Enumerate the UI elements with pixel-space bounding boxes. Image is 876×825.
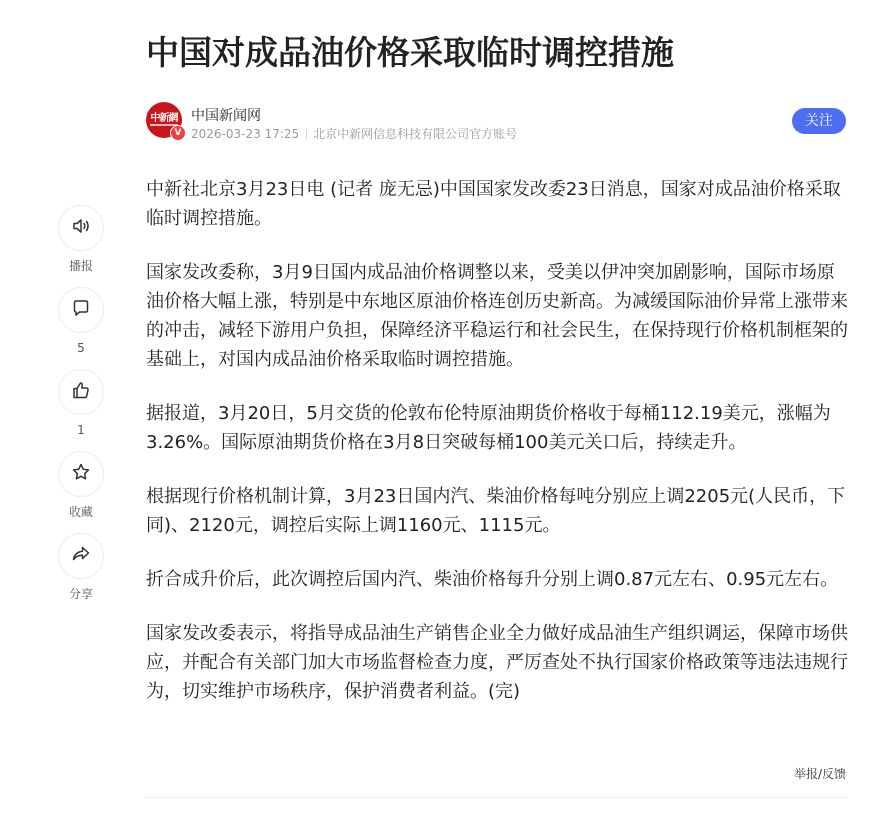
publish-time: 2026-03-23 17:25 [191,127,300,141]
play-label: 播报 [68,259,93,273]
share-label: 分享 [68,587,93,601]
favorite-label: 收藏 [68,505,93,519]
share-action[interactable] [58,533,104,601]
article-paragraph: 根据现行价格机制计算，3月23日国内汽、柴油价格每吨分别应上调2205元(人民币，下同)、2120元，调控后实际上调1160元、1115元。 [146,486,846,536]
author-bar [146,102,846,142]
comment-count: 5 [77,341,85,355]
play-button[interactable] [58,205,104,251]
author-meta [191,125,517,142]
author-name[interactable]: 中国新闻网 [191,108,261,124]
article-paragraph: 中新社北京3月23日电 (记者 庞无忌)中国国家发改委23日消息，国家对成品油价格采取临时调控措施。 [146,179,841,229]
favorite-button[interactable] [58,451,104,497]
thumbs-up-icon [71,380,91,404]
article-paragraph: 国家发改委称，3月9日国内成品油价格调整以来，受美以伊冲突加剧影响，国际市场原油价格大幅上涨，特别是中东地区原油价格连创历史新高。为减缓国际油价异常上涨带来的冲击，减轻下游用户负担，保障经济平稳运行和社会民生，在保持现行价格机制框架的基础上，对国内成品油价格采取临时调控措施。 [146,262,848,370]
like-button[interactable] [58,369,104,415]
article-body [146,175,848,731]
meta-divider [306,129,307,139]
speaker-icon [71,216,91,240]
article-paragraph: 据报道，3月20日，5月交货的伦敦布伦特原油期货价格收于每桶112.19美元，涨幅为3.26%。国际原油期货价格在3月8日突破每桶100美元关口后，持续走升。 [146,403,831,453]
star-icon [71,462,91,486]
like-action[interactable] [58,369,104,437]
account-description: 北京中新网信息科技有限公司官方账号 [313,127,518,141]
share-button[interactable] [58,533,104,579]
share-icon [71,544,91,568]
avatar[interactable] [146,102,182,138]
comment-icon [71,298,91,322]
play-action[interactable] [58,205,104,273]
article-paragraph: 国家发改委表示，将指导成品油生产销售企业全力做好成品油生产组织调运，保障市场供应，并配合有关部门加大市场监督检查力度，严厉查处不执行国家价格政策等违法违规行为，切实维护市场秩序，保护消费者利益。(完) [146,623,848,702]
favorite-action[interactable] [58,451,104,519]
article-title: 中国对成品油价格采取临时调控措施 [146,33,674,72]
avatar-logo-text: 中新網 [150,113,178,124]
article-paragraph: 折合成升价后，此次调控后国内汽、柴油价格每升分别上调0.87元左右、0.95元左右。 [146,569,839,590]
verified-badge: V [170,125,186,141]
comment-action[interactable] [58,287,104,355]
follow-button[interactable]: 关注 [792,108,846,134]
like-count: 1 [77,423,85,437]
bottom-divider [146,797,848,798]
report-feedback-link[interactable]: 举报/反馈 [793,767,846,781]
comment-button[interactable] [58,287,104,333]
